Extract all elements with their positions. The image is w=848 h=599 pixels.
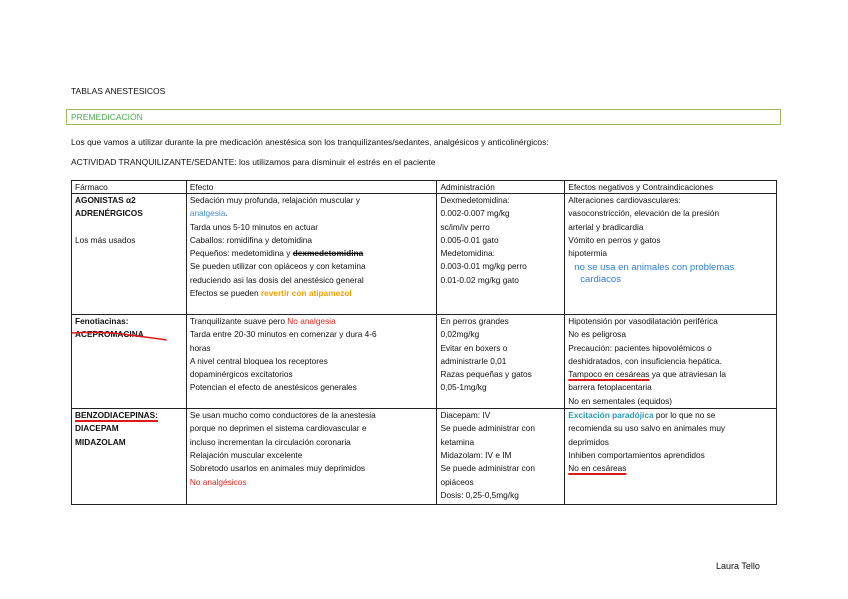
negative-line: vasoconstricción, elevación de la presión [568,208,720,219]
negative-line [568,368,773,381]
activity-paragraph: ACTIVIDAD TRANQUILIZANTE/SEDANTE: los utilizamos para disminuir el estrés en el paciente [71,157,436,167]
effect-cell [186,194,437,315]
negative-cell [565,194,777,315]
admin-line: Dexmedetomidina: [440,195,510,205]
effect-line [190,287,434,300]
negative-line [568,409,773,422]
negative-line: Vómito en perros y gatos [568,234,661,245]
underlined-drug-class: BENZODIACEPINAS: [75,410,158,421]
red-underline-scribble [70,329,170,343]
reversal-highlight: revertir con atipamezol [260,288,352,299]
effect-line: Potencian el efecto de anestésicos generales [189,382,357,393]
effect-line [190,315,434,328]
underlined-warning: No en cesáreas [568,463,627,474]
drug-name: AGONISTAS α2 [75,195,136,205]
admin-line: 0.003-0.01 mg/kg perro [440,261,527,272]
struck-drug-name: dexmedetomidina [292,248,364,259]
negative-line: deshidratados, con insuficiencia hepática. [568,355,722,366]
negative-line: Precaución: pacientes hipovolémicos o [568,342,712,353]
effect-text: Pequeños: medetomidina y [189,248,293,259]
section-header-box [66,109,781,125]
admin-line: opiáceos [440,476,474,487]
no-analgesic-highlight: No analgésicos [189,476,247,487]
admin-line: En perros grandes [440,316,509,326]
negative-line: deprimidos [568,436,609,447]
negative-line: Alteraciones cardiovasculares: [568,195,681,205]
effect-cell [186,315,437,409]
period: . [225,208,228,219]
page-title: TABLAS ANESTESICOS [71,86,166,96]
drug-name: ACEPROMACINA [75,329,144,340]
negative-line: Inhiben comportamientos aprendidos [568,449,705,460]
admin-cell [437,409,565,505]
effect-line: Se pueden utilizar con opiáceos y con ketamina [189,261,366,272]
effect-line [190,247,434,260]
drug-name: ADRENÉRGICOS [75,208,143,219]
column-header-drug: Fármaco [72,181,187,194]
column-header-admin: Administración [437,181,565,194]
table-row [72,409,777,505]
admin-line: Medetomidina: [440,248,495,259]
admin-line: Dosis: 0,25-0,5mg/kg [440,489,519,500]
anesthetics-table [71,180,777,505]
effect-line [190,207,434,220]
column-header-effect: Efecto [186,181,437,194]
negative-text: por lo que no se [653,410,716,421]
table-row [72,315,777,409]
handwritten-note: no se usa en animales con problemas [574,262,735,274]
negative-line: Hipotensión por vasodilatación periférica [568,316,718,326]
drug-name: Fenotiacinas: [75,316,129,326]
author-signature: Laura Tello [716,561,760,571]
underlined-warning: Tampoco en cesáreas [568,369,650,380]
intro-paragraph: Los que vamos a utilizar durante la pre medicación anestésica son los tranquilizantes/sedantes, analgésicos y anticolinérgicos: [71,137,549,147]
negative-cell [565,315,777,409]
negative-line: No es peligrosa [568,329,626,340]
table-row [72,194,777,315]
effect-cell [186,409,437,505]
effect-line: A nivel central bloquea los receptores [189,355,328,366]
admin-line: Se puede administrar con [440,463,536,474]
admin-line: ketamina [440,436,475,447]
section-title: PREMEDICACIÓN [71,112,143,122]
admin-line: 0.01-0.02 mg/kg gato [440,274,519,285]
admin-line: Midazolam: IV e IM [440,449,512,460]
admin-line: Diacepam: IV [440,410,491,421]
effect-line: incluso incrementan la circulación coronaria [189,436,351,447]
admin-line: Se puede administrar con [440,423,536,434]
effect-line: horas [189,342,211,353]
admin-line: Evitar en boxers o [440,342,508,353]
negative-line: No en sementales (equidos) [568,395,673,406]
drug-cell [72,194,187,315]
effect-line: Caballos: romidifina y detomidina [189,234,313,245]
negative-text: ya que atraviesan la [649,369,727,380]
drug-name [75,409,183,422]
admin-line: 0,02mg/kg [440,329,480,340]
effect-line: Relajación muscular excelente [189,449,303,460]
negative-line [568,462,773,475]
table-header-row [72,181,777,194]
negative-line: hipotermia [568,248,608,259]
drug-name: DIACEPAM [75,423,119,434]
negative-line: barrera fetoplacentaria [568,382,652,393]
effect-text: Tranquilizante suave pero [189,316,288,326]
admin-line: Razas pequeñas y gatos [440,369,532,380]
admin-line: 0.002-0.007 mg/kg [440,208,510,219]
negative-line: recomienda su uso salvo en animales muy [568,423,726,434]
admin-line: administrarle 0,01 [440,355,507,366]
analgesia-highlight: analgesia [189,208,226,219]
admin-cell [437,315,565,409]
effect-line: Sobretodo usarlos en animales muy deprimidos [189,463,366,474]
effect-line: Sedación muy profunda, relajación muscular y [189,195,361,205]
effect-line: porque no deprimen el sistema cardiovascular e [189,423,367,434]
negative-line: arterial y bradicardia [568,221,644,232]
admin-cell [437,194,565,315]
effect-line: Se usan mucho como conductores de la anestesia [189,410,376,421]
drug-note: Los más usados [75,234,136,245]
drug-name: MIDAZOLAM [75,436,126,447]
handwritten-note: cardiacos [580,274,621,286]
effect-line: dopaminérgicos excitatorios [189,369,293,380]
admin-line: sc/im/iv perro [440,221,490,232]
admin-line: 0.005-0.01 gato [440,234,499,245]
effect-line: Tarda entre 20-30 minutos en comenzar y dura 4-6 [189,329,377,340]
negative-cell [565,409,777,505]
no-analgesia-highlight: No analgesia [287,316,336,326]
admin-line: 0,05-1mg/kg [440,382,487,393]
effect-text: Efectos se pueden [189,288,261,299]
paradoxical-excitation-highlight: Excitación paradójica [568,410,654,421]
column-header-negative: Efectos negativos y Contraindicaciones [565,181,777,194]
effect-line: reduciendo asi las dosis del anestésico general [189,274,364,285]
effect-line: Tarda unos 5-10 minutos en actuar [189,221,319,232]
drug-cell [72,409,187,505]
